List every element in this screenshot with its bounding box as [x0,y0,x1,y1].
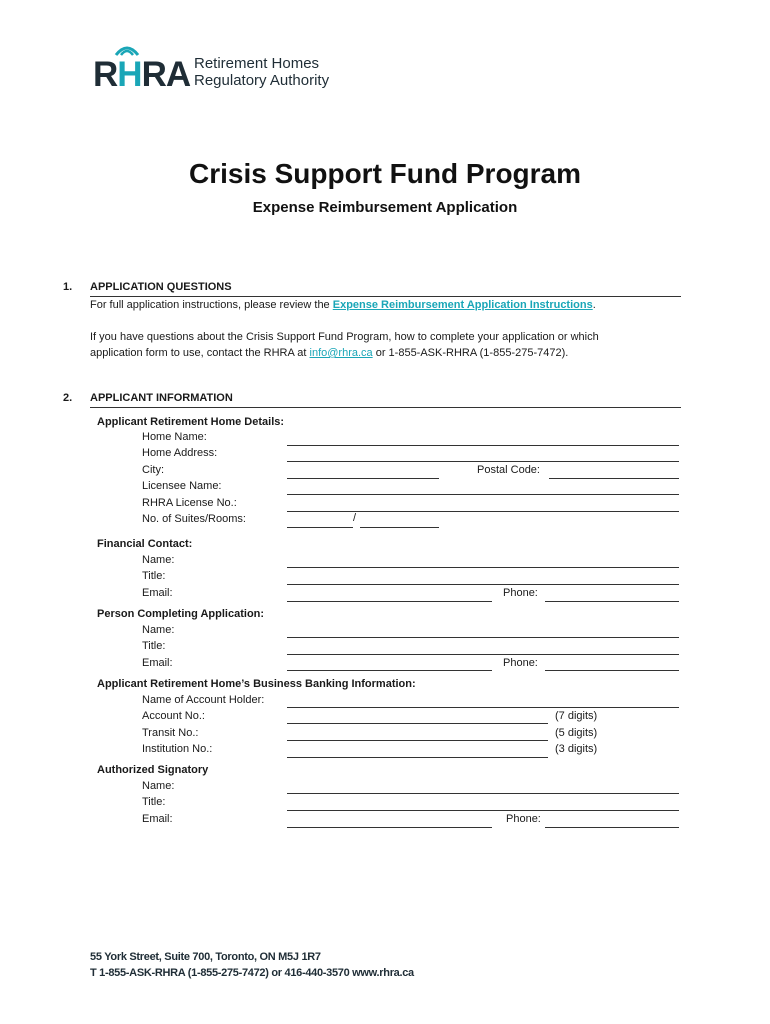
banking-heading: Applicant Retirement Home’s Business Banking Information: [97,678,416,690]
license-no-label: RHRA License No.: [142,497,237,509]
authorized-signatory-heading: Authorized Signatory [97,764,209,776]
financial-email-label: Email: [142,587,173,599]
account-holder-label: Name of Account Holder: [142,694,265,706]
city-field[interactable] [287,478,439,479]
signatory-name-label: Name: [142,780,175,792]
person-completing-heading: Person Completing Application: [97,608,265,620]
instructions-link[interactable]: Expense Reimbursement Application Instructions [332,299,593,311]
completing-name-label: Name: [142,624,175,636]
section-2-number: 2. [63,392,73,404]
transit-no-hint: (5 digits) [555,727,598,739]
financial-name-field[interactable] [287,567,679,568]
signatory-title-label: Title: [142,796,166,808]
logo-line-2: Regulatory Authority [194,72,330,89]
licensee-name-field[interactable] [287,494,679,495]
financial-phone-field[interactable] [545,601,679,602]
transit-no-label: Transit No.: [142,727,199,739]
completing-title-label: Title: [142,640,166,652]
financial-phone-label: Phone: [503,587,538,599]
financial-title-label: Title: [142,570,166,582]
suites-label: No. of Suites/Rooms: [142,513,246,525]
account-holder-field[interactable] [287,707,679,708]
instructions-paragraph: For full application instructions, please review the Expense Reimbursement Application Instructions. [90,299,596,311]
completing-phone-field[interactable] [545,670,679,671]
footer-website[interactable]: www.rhra.ca [352,967,414,979]
section-1-number: 1. [63,281,73,293]
completing-title-field[interactable] [287,654,679,655]
page-subtitle: Expense Reimbursement Application [252,199,518,216]
license-no-field[interactable] [287,511,679,512]
postal-code-label: Postal Code: [477,464,540,476]
signatory-email-field[interactable] [287,827,492,828]
signatory-email-label: Email: [142,813,173,825]
home-address-label: Home Address: [142,447,218,459]
signatory-phone-field[interactable] [545,827,679,828]
signatory-title-field[interactable] [287,810,679,811]
financial-name-label: Name: [142,554,175,566]
account-no-hint: (7 digits) [555,710,598,722]
account-no-field[interactable] [287,723,548,724]
section-1-heading: APPLICATION QUESTIONS [90,281,232,293]
completing-email-label: Email: [142,657,173,669]
logo: RHRA [93,55,191,94]
postal-code-field[interactable] [549,478,679,479]
email-link[interactable]: info@rhra.ca [309,347,373,359]
signatory-phone-label: Phone: [506,813,541,825]
home-name-field[interactable] [287,445,679,446]
section-2-heading: APPLICANT INFORMATION [90,392,233,404]
home-details-heading: Applicant Retirement Home Details: [97,416,285,428]
completing-email-field[interactable] [287,670,492,671]
footer-address: 55 York Street, Suite 700, Toronto, ON M5J 1R7 [90,951,321,963]
completing-phone-label: Phone: [503,657,538,669]
contact-paragraph: If you have questions about the Crisis Support Fund Program, how to complete your application or which application form to use, contact the RHRA at info@rhra.ca or 1-855-ASK-RHRA (1-855-275-7472). [90,331,599,359]
rooms-field[interactable] [360,527,439,528]
completing-name-field[interactable] [287,637,679,638]
page-title: Crisis Support Fund Program [188,158,582,189]
transit-no-field[interactable] [287,740,548,741]
signatory-name-field[interactable] [287,793,679,794]
institution-no-hint: (3 digits) [555,743,598,755]
logo-line-1: Retirement Homes [194,55,320,72]
section-2-rule [90,407,681,408]
suites-field[interactable] [287,527,353,528]
home-name-label: Home Name: [142,431,207,443]
financial-title-field[interactable] [287,584,679,585]
institution-no-field[interactable] [287,757,548,758]
institution-no-label: Institution No.: [142,743,213,755]
footer-contact: T 1-855-ASK-RHRA (1-855-275-7472) or 416-440-3570 www.rhra.ca [90,967,414,979]
financial-email-field[interactable] [287,601,492,602]
suites-slash: / [353,512,357,524]
city-label: City: [142,464,164,476]
home-address-field[interactable] [287,461,679,462]
licensee-name-label: Licensee Name: [142,480,222,492]
account-no-label: Account No.: [142,710,205,722]
financial-contact-heading: Financial Contact: [97,538,193,550]
